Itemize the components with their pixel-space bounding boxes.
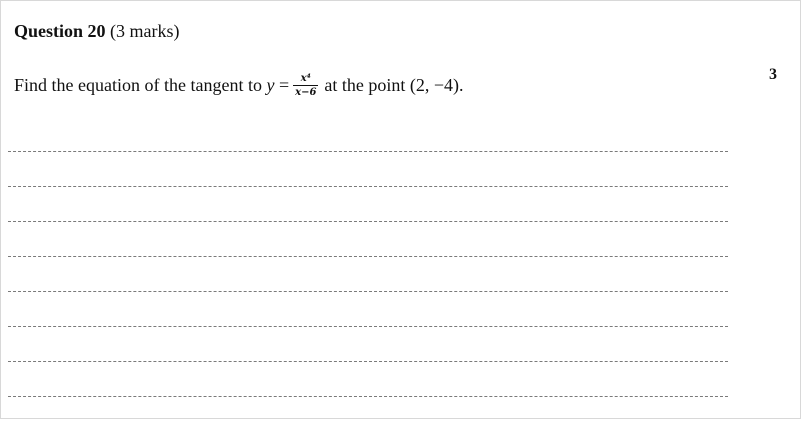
answer-line[interactable] xyxy=(8,151,728,152)
answer-line[interactable] xyxy=(8,396,728,397)
fraction-bar xyxy=(293,85,318,86)
marks-value: 3 xyxy=(769,66,777,83)
question-prompt-start: Find the equation of the tangent to xyxy=(14,74,262,95)
answer-line[interactable] xyxy=(8,361,728,362)
question-heading xyxy=(14,20,180,42)
answer-line[interactable] xyxy=(8,256,728,257)
fraction-denominator: x−6 xyxy=(295,87,317,98)
answer-line[interactable] xyxy=(8,326,728,327)
question-marks-label: (3 marks) xyxy=(110,21,180,41)
answer-line[interactable] xyxy=(8,186,728,187)
function-variable: y xyxy=(266,74,275,95)
answer-line[interactable] xyxy=(8,221,728,222)
answer-lines xyxy=(8,151,728,431)
function-fraction xyxy=(293,73,318,98)
question-number: Question 20 xyxy=(14,21,106,41)
question-prompt-end: at the point (2, −4). xyxy=(324,74,464,95)
fraction-numerator: x⁴ xyxy=(300,73,311,84)
equals-sign: = xyxy=(278,74,290,95)
answer-line[interactable] xyxy=(8,291,728,292)
question-text xyxy=(14,72,464,97)
